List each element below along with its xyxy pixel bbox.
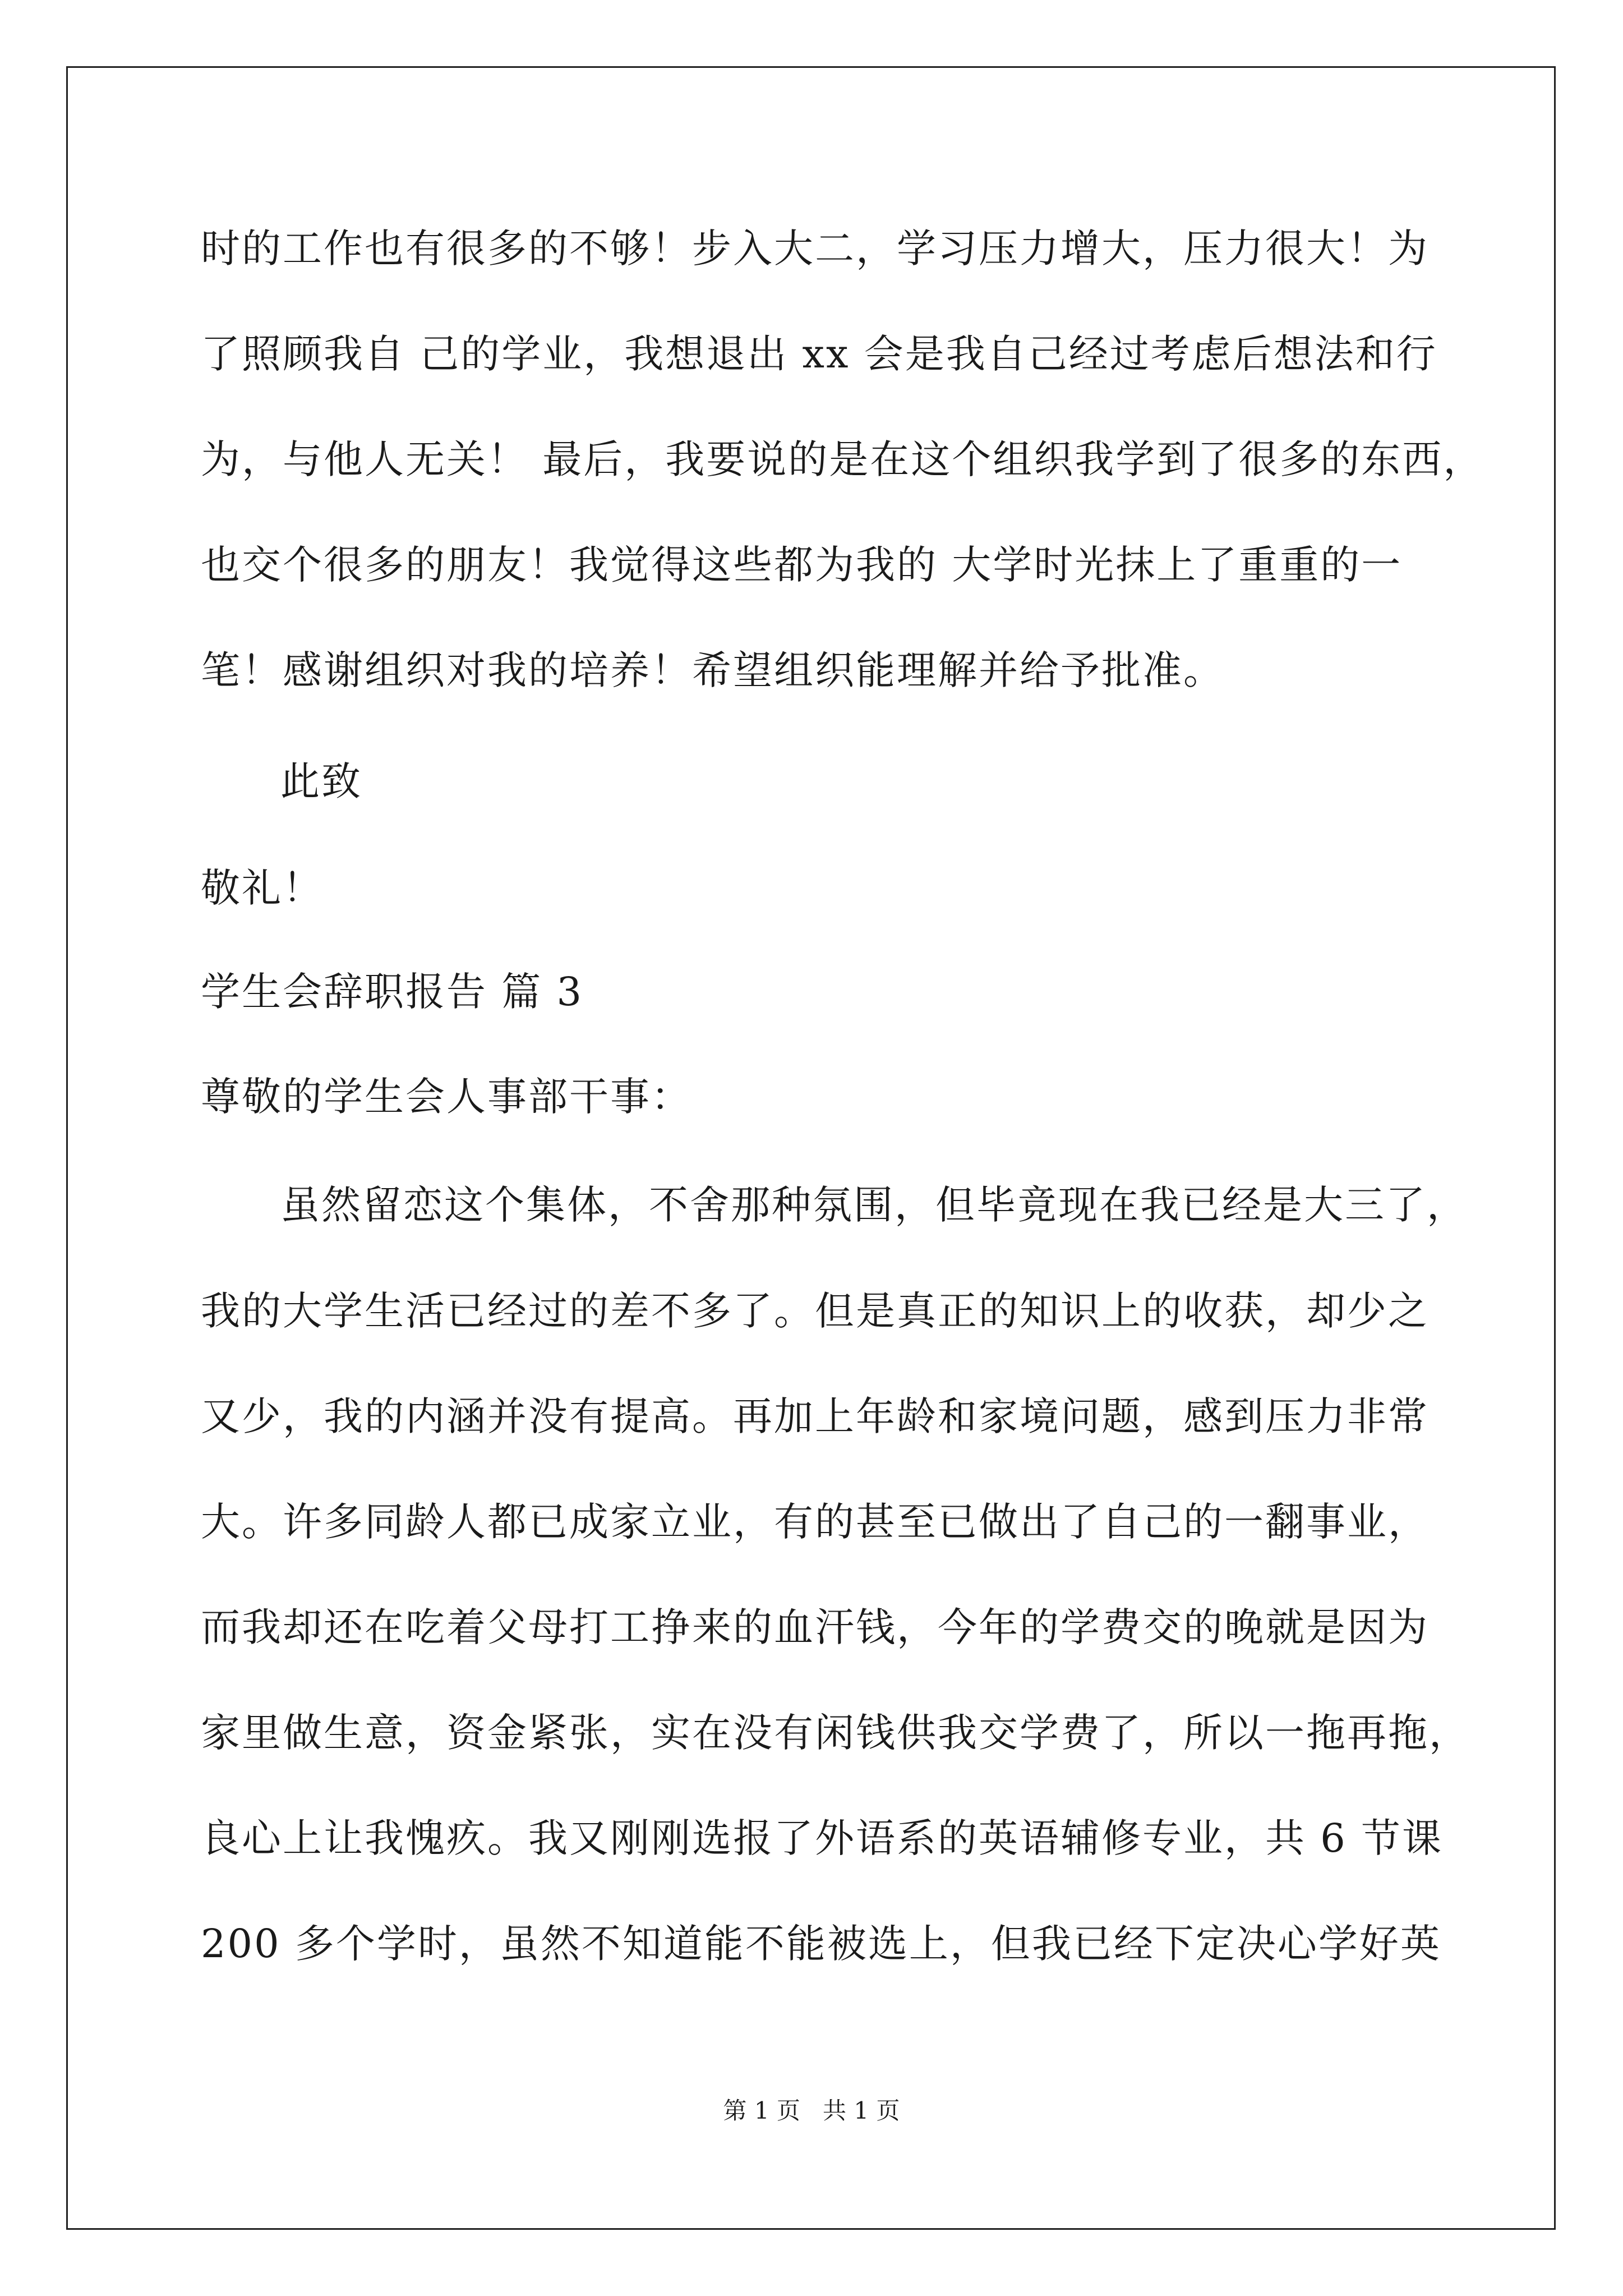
body-line: 200 多个学时，虽然不知道能不能被选上，但我已经下定决心学好英 [201, 1921, 1441, 1967]
body-line: 家里做生意，资金紧张，实在没有闲钱供我交学费了，所以一拖再拖， [201, 1710, 1470, 1756]
closing-salutation: 此致 [280, 758, 362, 804]
section-heading: 学生会辞职报告 篇 3 [201, 969, 584, 1015]
body-line: 为，与他人无关！ 最后，我要说的是在这个组织我学到了很多的东西， [201, 436, 1484, 482]
body-line: 良心上让我愧疚。我又刚刚选报了外语系的英语辅修专业，共 6 节课 [201, 1815, 1444, 1861]
body-line: 也交个很多的朋友！我觉得这些都为我的 大学时光抹上了重重的一 [201, 542, 1403, 588]
body-line: 我的大学生活已经过的差不多了。但是真正的知识上的收获，却少之 [201, 1288, 1429, 1334]
body-line: 又少，我的内涵并没有提高。再加上年龄和家境问题，感到压力非常 [201, 1393, 1429, 1439]
body-line: 时的工作也有很多的不够！步入大二，学习压力增大，压力很大！为 [201, 226, 1429, 272]
body-line: 虽然留恋这个集体，不舍那种氛围，但毕竟现在我已经是大三了， [280, 1182, 1468, 1228]
body-line: 大。许多同龄人都已成家立业，有的甚至已做出了自己的一翻事业， [201, 1499, 1429, 1545]
closing-regards: 敬礼！ [201, 865, 324, 911]
body-line: 了照顾我自 己的学业，我想退出 xx 会是我自己经过考虑后想法和行 [201, 331, 1437, 377]
page-frame [66, 66, 1556, 2230]
page-footer: 第 1 页 共 1 页 [723, 2097, 900, 2124]
letter-greeting: 尊敬的学生会人事部干事： [201, 1074, 692, 1120]
body-line: 笔！感谢组织对我的培养！希望组织能理解并给予批准。 [201, 647, 1224, 693]
body-line: 而我却还在吃着父母打工挣来的血汗钱，今年的学费交的晚就是因为 [201, 1604, 1429, 1650]
